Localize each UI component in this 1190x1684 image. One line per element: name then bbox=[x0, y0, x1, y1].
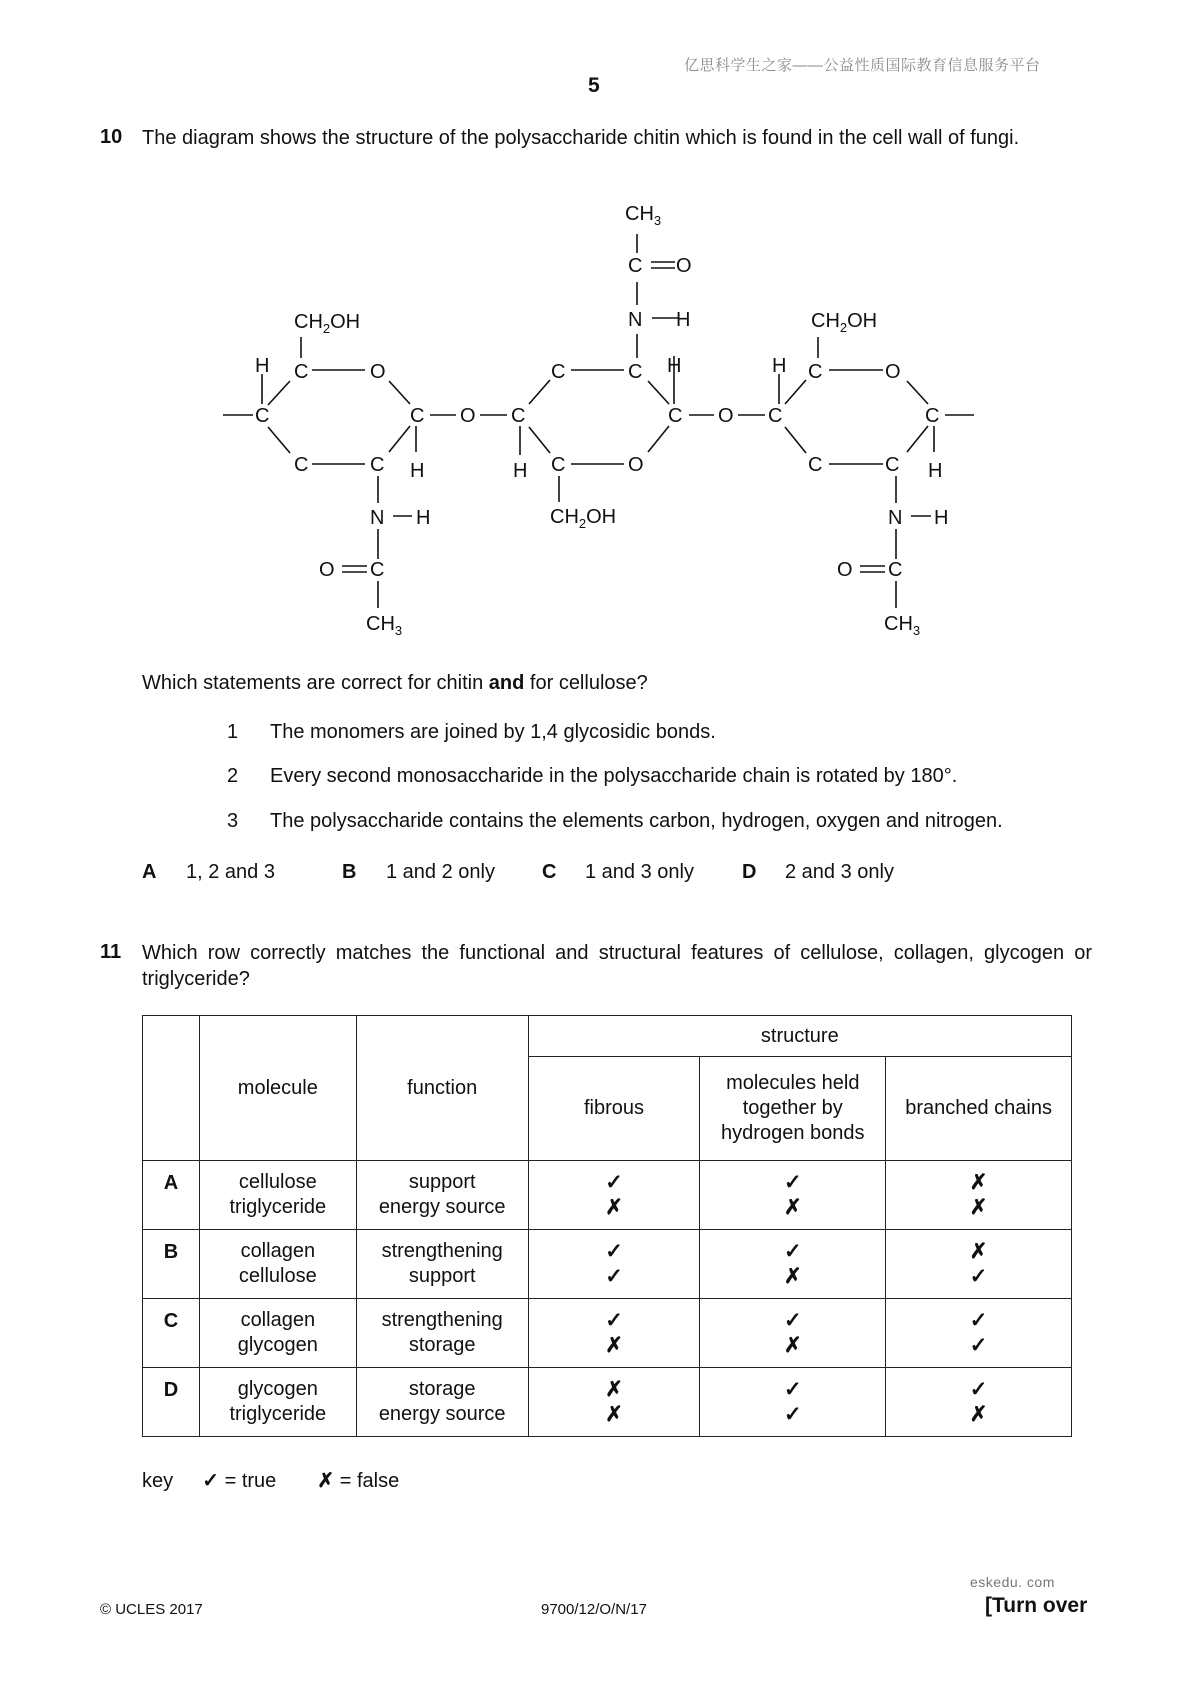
question-10-text: The diagram shows the structure of the polysaccharide chitin which is found in the cell wall of fungi. bbox=[142, 127, 1020, 149]
atom-c: C bbox=[255, 405, 270, 427]
option-c-letter[interactable]: C bbox=[542, 861, 557, 883]
function-cell: support energy source bbox=[356, 1161, 528, 1230]
features-table bbox=[142, 1015, 1072, 1437]
group-ch2oh: $CH_2OH$ bbox=[811, 310, 878, 335]
option-d-letter[interactable]: D bbox=[742, 861, 757, 883]
hydrogen-bonds-cell bbox=[700, 1161, 886, 1230]
option-a-letter[interactable]: A bbox=[142, 861, 157, 883]
mark-icon: ✓ bbox=[969, 1334, 988, 1357]
mark-icon: ✓ bbox=[605, 1309, 623, 1332]
function-cell: strengthening support bbox=[356, 1230, 528, 1299]
question-10-number: 10 bbox=[100, 126, 123, 148]
atom-c: C bbox=[808, 454, 823, 476]
key-false-text: = false bbox=[339, 1470, 400, 1492]
chitin-structure-diagram bbox=[0, 0, 1190, 660]
question-11-text: Which row correctly matches the functional and structural features of cellulose, collagen, glycogen or triglyceride? bbox=[142, 942, 1092, 990]
mark-icon: ✓ bbox=[783, 1403, 802, 1426]
atom-c: C bbox=[370, 559, 385, 581]
atom-c: C bbox=[768, 405, 783, 427]
mark-icon: ✗ bbox=[969, 1240, 988, 1263]
header-molecule: molecule bbox=[199, 1016, 356, 1161]
atom-o-glycosidic: O bbox=[718, 405, 734, 427]
mark-icon: ✓ bbox=[783, 1171, 802, 1194]
mark-icon: ✗ bbox=[783, 1334, 802, 1357]
group-ch2oh: $CH_2OH$ bbox=[550, 506, 617, 531]
turn-over-text: [Turn over bbox=[985, 1594, 1088, 1617]
atom-h: H bbox=[410, 460, 425, 482]
atom-c: C bbox=[668, 405, 683, 427]
atom-o: O bbox=[319, 559, 335, 581]
mark-icon: ✓ bbox=[783, 1378, 802, 1401]
atom-h: H bbox=[416, 507, 431, 529]
key-label: key bbox=[142, 1470, 174, 1492]
mark-icon: ✗ bbox=[605, 1196, 623, 1219]
mark-icon: ✗ bbox=[783, 1265, 802, 1288]
table-row[interactable] bbox=[143, 1299, 1072, 1368]
mark-icon: ✗ bbox=[783, 1196, 802, 1219]
atom-o: O bbox=[837, 559, 853, 581]
group-ch2oh: $CH_2OH$ bbox=[294, 311, 361, 336]
statement-1-text: The monomers are joined by 1,4 glycosidic bonds. bbox=[270, 721, 716, 743]
atom-o-ring: O bbox=[370, 361, 386, 383]
group-ch3: $CH_3$ bbox=[625, 203, 662, 228]
option-a-text[interactable]: 1, 2 and 3 bbox=[186, 861, 275, 883]
atom-c: C bbox=[888, 559, 903, 581]
atom-c: C bbox=[294, 361, 309, 383]
mark-icon: ✓ bbox=[605, 1171, 623, 1194]
header-branched-chains: branched chains bbox=[886, 1057, 1072, 1161]
atom-o-glycosidic: O bbox=[460, 405, 476, 427]
key-true-text: = true bbox=[224, 1470, 277, 1492]
table-header-row bbox=[143, 1016, 1072, 1057]
atom-c: C bbox=[551, 454, 566, 476]
header-function: function bbox=[356, 1016, 528, 1161]
atom-h: H bbox=[667, 355, 682, 377]
atom-c: C bbox=[410, 405, 425, 427]
function-cell: storage energy source bbox=[356, 1368, 528, 1437]
key-legend bbox=[142, 1468, 399, 1493]
mark-icon: ✗ bbox=[969, 1196, 988, 1219]
atom-c: C bbox=[808, 361, 823, 383]
hydrogen-bonds-cell bbox=[700, 1230, 886, 1299]
option-c-text[interactable]: 1 and 3 only bbox=[585, 861, 694, 883]
atom-o: O bbox=[676, 255, 692, 277]
atom-c: C bbox=[294, 454, 309, 476]
mark-icon: ✗ bbox=[605, 1334, 623, 1357]
row-letter[interactable]: A bbox=[143, 1161, 200, 1230]
option-b-text[interactable]: 1 and 2 only bbox=[386, 861, 495, 883]
mark-icon: ✓ bbox=[969, 1378, 988, 1401]
header-structure: structure bbox=[528, 1016, 1071, 1057]
atom-c: C bbox=[370, 454, 385, 476]
group-ch3: $CH_3$ bbox=[366, 613, 403, 638]
fibrous-cell bbox=[528, 1299, 700, 1368]
atom-c: C bbox=[628, 361, 643, 383]
mark-icon: ✓ bbox=[969, 1265, 988, 1288]
fibrous-cell bbox=[528, 1230, 700, 1299]
atom-c: C bbox=[885, 454, 900, 476]
question-10-prompt: Which statements are correct for chitin and for cellulose? bbox=[142, 672, 648, 694]
table-row[interactable] bbox=[143, 1161, 1072, 1230]
atom-o-ring: O bbox=[885, 361, 901, 383]
mark-icon: ✓ bbox=[783, 1309, 802, 1332]
check-icon: ✓ bbox=[202, 1470, 220, 1492]
statement-3-text: The polysaccharide contains the elements carbon, hydrogen, oxygen and nitrogen. bbox=[270, 810, 1003, 832]
mark-icon: ✓ bbox=[969, 1309, 988, 1332]
fibrous-cell bbox=[528, 1368, 700, 1437]
row-letter[interactable]: C bbox=[143, 1299, 200, 1368]
branched-cell bbox=[886, 1161, 1072, 1230]
mark-icon: ✗ bbox=[969, 1171, 988, 1194]
copyright-text: © UCLES 2017 bbox=[100, 1601, 203, 1618]
atom-h: H bbox=[676, 309, 691, 331]
option-b-letter[interactable]: B bbox=[342, 861, 357, 883]
question-11-number: 11 bbox=[100, 941, 122, 963]
atom-o-ring: O bbox=[628, 454, 644, 476]
atom-c: C bbox=[925, 405, 940, 427]
atom-c: C bbox=[628, 255, 643, 277]
header-hydrogen-bonds: molecules held together by hydrogen bonds bbox=[700, 1057, 886, 1161]
mark-icon: ✓ bbox=[783, 1240, 802, 1263]
table-row[interactable] bbox=[143, 1230, 1072, 1299]
hydrogen-bonds-cell bbox=[700, 1299, 886, 1368]
mark-icon: ✗ bbox=[969, 1403, 988, 1426]
atom-c: C bbox=[511, 405, 526, 427]
atom-h: H bbox=[928, 460, 943, 482]
statement-3-number: 3 bbox=[227, 810, 239, 832]
hydrogen-bonds-cell bbox=[700, 1368, 886, 1437]
option-d-text[interactable]: 2 and 3 only bbox=[785, 861, 894, 883]
fibrous-cell bbox=[528, 1161, 700, 1230]
paper-code: 9700/12/O/N/17 bbox=[541, 1601, 647, 1618]
branched-cell bbox=[886, 1368, 1072, 1437]
page-number: 5 bbox=[588, 74, 600, 97]
molecule-cell: collagen cellulose bbox=[199, 1230, 356, 1299]
branched-cell bbox=[886, 1299, 1072, 1368]
mark-icon: ✓ bbox=[605, 1265, 623, 1288]
eskedu-watermark: eskedu. com bbox=[970, 1574, 1055, 1590]
atom-n: N bbox=[370, 507, 385, 529]
cross-icon: ✗ bbox=[317, 1470, 335, 1492]
atom-c: C bbox=[551, 361, 566, 383]
row-letter[interactable]: D bbox=[143, 1368, 200, 1437]
atom-n: N bbox=[628, 309, 643, 331]
atom-n: N bbox=[888, 507, 903, 529]
molecule-cell: cellulose triglyceride bbox=[199, 1161, 356, 1230]
atom-h: H bbox=[255, 355, 270, 377]
molecule-cell: collagen glycogen bbox=[199, 1299, 356, 1368]
statement-2-number: 2 bbox=[227, 765, 239, 787]
header-empty-cell bbox=[143, 1016, 200, 1161]
mark-icon: ✗ bbox=[605, 1403, 623, 1426]
statement-2-text: Every second monosaccharide in the polysaccharide chain is rotated by 180°. bbox=[270, 765, 958, 787]
watermark-text: 亿思科学生之家——公益性质国际教育信息服务平台 bbox=[684, 57, 1041, 74]
mark-icon: ✓ bbox=[605, 1240, 623, 1263]
statement-1-number: 1 bbox=[227, 721, 239, 743]
atom-h: H bbox=[772, 355, 787, 377]
atom-h: H bbox=[513, 460, 528, 482]
branched-cell bbox=[886, 1230, 1072, 1299]
molecule-cell: glycogen triglyceride bbox=[199, 1368, 356, 1437]
group-ch3: $CH_3$ bbox=[884, 613, 921, 638]
function-cell: strengthening storage bbox=[356, 1299, 528, 1368]
table-row[interactable] bbox=[143, 1368, 1072, 1437]
row-letter[interactable]: B bbox=[143, 1230, 200, 1299]
diagram-bonds bbox=[223, 234, 974, 608]
atom-h: H bbox=[934, 507, 949, 529]
mark-icon: ✗ bbox=[605, 1378, 623, 1401]
header-fibrous: fibrous bbox=[528, 1057, 700, 1161]
